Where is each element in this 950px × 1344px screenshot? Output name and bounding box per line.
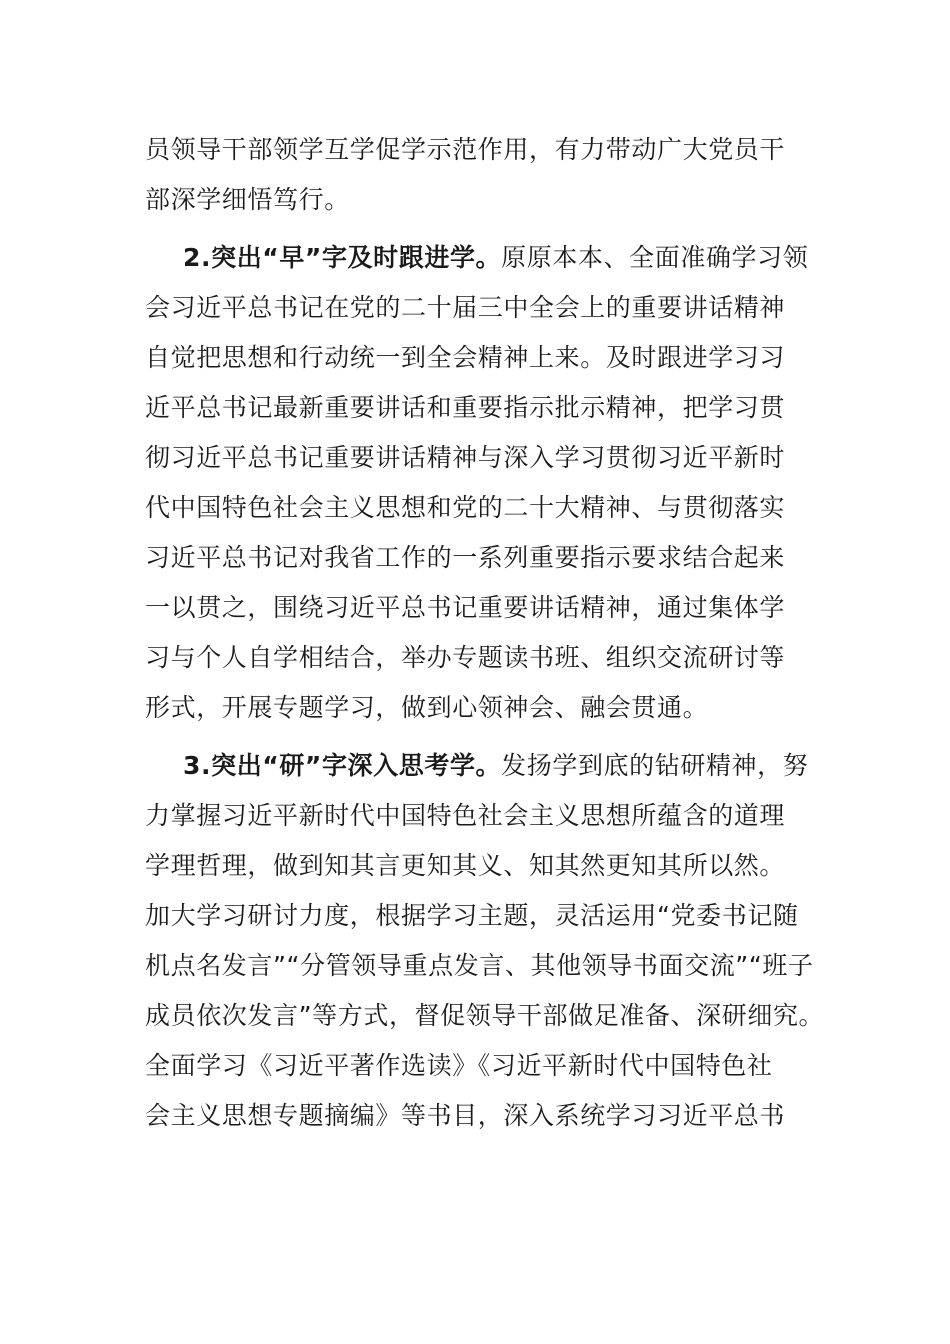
item-heading: 3.突出“研”字深入思考学。: [183, 751, 502, 780]
paragraph-item-2: [145, 233, 810, 733]
text-line: 习近平总书记对我省工作的一系列重要指示要求结合起来: [145, 543, 786, 572]
text-line: 近平总书记最新重要讲话和重要指示批示精神，把学习贯: [145, 393, 786, 422]
text-line: 习与个人自学相结合，举办专题读书班、组织交流研讨等: [145, 643, 786, 672]
text-line: 一以贯之，围绕习近平总书记重要讲话精神，通过集体学: [145, 593, 786, 622]
text-line: 机点名发言”“分管领导重点发言、其他领导书面交流”“班子: [145, 951, 814, 980]
paragraph-item-3: [145, 741, 825, 1141]
text-line: 会主义思想专题摘编》等书目，深入系统学习习近平总书: [145, 1101, 786, 1130]
text-line: 力掌握习近平新时代中国特色社会主义思想所蕴含的道理: [145, 801, 786, 830]
text-line: 加大学习研讨力度，根据学习主题，灵活运用“党委书记随: [145, 901, 799, 930]
text-line: 自觉把思想和行动统一到全会精神上来。及时跟进学习习: [145, 343, 786, 372]
text-line: 学理哲理，做到知其言更知其义、知其然更知其所以然。: [145, 851, 786, 880]
text-line: 部深学细悟笃行。: [145, 185, 350, 214]
first-line-text: 发扬学到底的钻研精神，努: [501, 751, 809, 780]
document-page: [145, 125, 825, 1149]
text-line: 全面学习《习近平著作选读》《习近平新时代中国特色社: [145, 1051, 773, 1080]
text-line: 员领导干部领学互学促学示范作用，有力带动广大党员干: [145, 135, 786, 164]
first-line: [145, 741, 810, 791]
paragraph-continuation: [145, 125, 810, 225]
first-line: [145, 233, 810, 283]
text-line: 代中国特色社会主义思想和党的二十大精神、与贯彻落实: [145, 493, 786, 522]
text-line: 成员依次发言”等方式，督促领导干部做足准备、深研细究。: [145, 1001, 825, 1030]
text-line: 形式，开展专题学习，做到心领神会、融会贯通。: [145, 693, 709, 722]
text-line: 会习近平总书记在党的二十届三中全会上的重要讲话精神: [145, 293, 786, 322]
item-heading: 2.突出“早”字及时跟进学。: [183, 243, 502, 272]
text-line: 彻习近平总书记重要讲话精神与深入学习贯彻习近平新时: [145, 443, 786, 472]
first-line-text: 原原本本、全面准确学习领: [501, 243, 809, 272]
